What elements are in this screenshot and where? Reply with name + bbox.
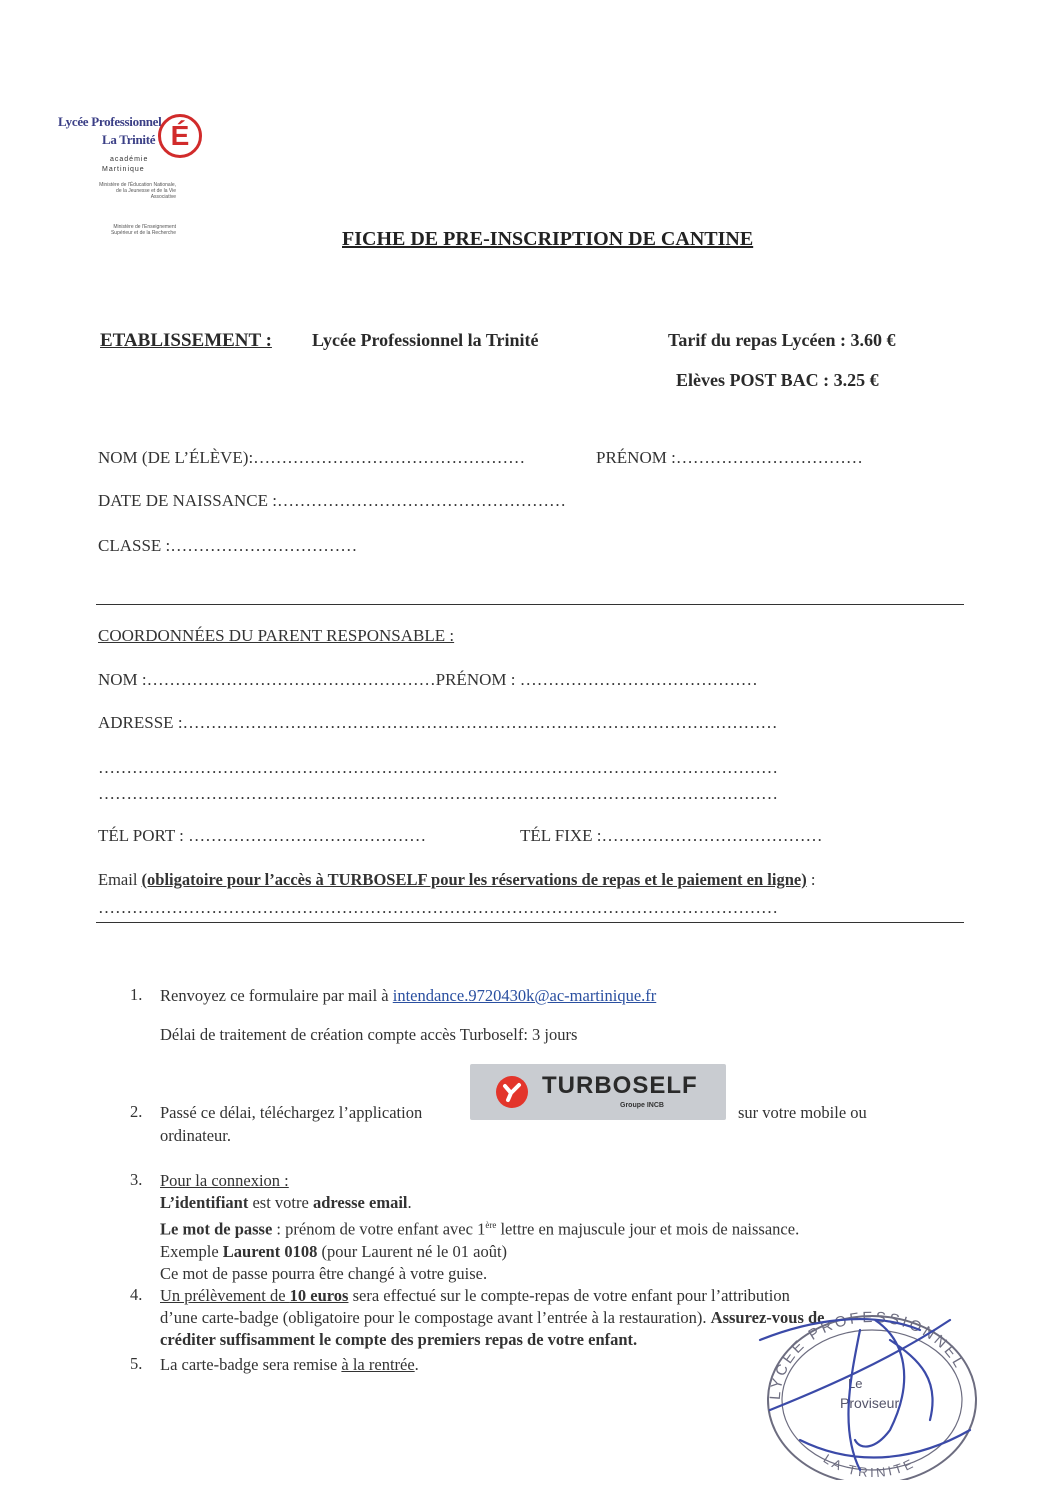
step3-title: Pour la connexion :	[160, 1171, 289, 1190]
logo-academie: académie	[110, 156, 149, 163]
parent-email-field[interactable]: …………………………………………………………………………………………………………	[98, 898, 778, 917]
step4-rest: sera effectué sur le compte-repas de votre enfant pour l’attribution	[348, 1286, 790, 1305]
step4-underlined: Un prélèvement de	[160, 1286, 290, 1305]
step3-block	[160, 1170, 960, 1285]
step2-text-b: sur votre mobile ou	[738, 1103, 867, 1122]
turboself-name: TURBOSELF	[542, 1072, 698, 1099]
etablissement-value: Lycée Professionnel la Trinité	[312, 330, 539, 350]
eleve-date-naissance-field[interactable]: DATE DE NAISSANCE :……………………………………………	[98, 491, 566, 510]
parent-tel-fixe-field[interactable]: TÉL FIXE :…………………………………	[520, 826, 823, 845]
step5-text	[160, 1354, 419, 1376]
step3-password	[160, 1214, 960, 1241]
parent-tel-port-field[interactable]: TÉL PORT : ……………………………………	[98, 826, 427, 845]
logo-line1: Lycée Professionnel	[58, 114, 162, 129]
password-rest: : prénom de votre enfant avec 1	[272, 1219, 486, 1239]
logo-e-icon: É	[158, 114, 202, 158]
parent-nom-prenom-field[interactable]: NOM :……………………………………………PRÉNOM : ……………………………………	[98, 670, 758, 689]
logo-ministry1: Ministère de l'Éducation Nationale, de la Jeunesse et de la Vie Associative	[99, 182, 176, 200]
eleve-classe-field[interactable]: CLASSE :……………………………	[98, 536, 358, 555]
eleve-nom-field[interactable]: NOM (DE L’ÉLÈVE):…………………………………………	[98, 448, 526, 467]
parent-adresse-line3[interactable]: …………………………………………………………………………………………………………	[98, 784, 778, 803]
divider-bottom	[96, 922, 964, 923]
example-rest: (pour Laurent né le 01 août)	[317, 1241, 508, 1261]
step4-line2-bold: Assurez-vous de	[710, 1308, 825, 1327]
step3-change: Ce mot de passe pourra être changé à votre guise.	[160, 1263, 488, 1283]
identifiant-rest: est votre	[248, 1193, 313, 1212]
step3-number: 3.	[130, 1170, 143, 1189]
step1-number: 1.	[130, 985, 143, 1004]
eleve-prenom-field[interactable]: PRÉNOM :……………………………	[596, 448, 863, 467]
stamp-signature-icon	[740, 1300, 990, 1480]
official-stamp	[740, 1300, 990, 1480]
step2-number: 2.	[130, 1102, 143, 1121]
parent-heading: COORDONNÉES DU PARENT RESPONSABLE :	[98, 626, 455, 645]
logo-region: Martinique	[102, 166, 145, 173]
school-logo	[58, 100, 208, 260]
step4-amount: 10 euros	[289, 1286, 349, 1305]
stamp-text-bottom: LA TRINITE	[820, 1450, 918, 1480]
password-bold: Le mot de passe	[160, 1219, 273, 1239]
page-title: FICHE DE PRE-INSCRIPTION DE CANTINE	[342, 228, 754, 250]
parent-email-label	[98, 870, 815, 890]
svg-text:LYCEE PROFESSIONNEL	[767, 1309, 969, 1401]
identifiant-bold: L’identifiant	[160, 1193, 249, 1212]
stamp-text-top: LYCEE PROFESSIONNEL	[766, 1308, 969, 1401]
logo-line2: La Trinité	[102, 132, 156, 147]
tarif-postbac: Elèves POST BAC : 3.25 €	[676, 370, 879, 390]
step4-line3-bold: créditer suffisamment le compte des premiers repas de votre enfant.	[160, 1330, 638, 1349]
step3-identifiant	[160, 1192, 960, 1214]
etablissement-label: ETABLISSEMENT :	[100, 330, 272, 351]
password-end: lettre en majuscule jour et mois de naissance.	[496, 1219, 800, 1239]
step5-number: 5.	[130, 1354, 143, 1373]
email-note: (obligatoire pour l’accès à TURBOSELF pour les réservations de repas et le paiement en ligne)	[141, 870, 807, 889]
intendance-email-link[interactable]: intendance.9720430k@ac-martinique.fr	[392, 986, 657, 1005]
step5-underlined: à la rentrée	[341, 1355, 415, 1374]
identifiant-email: adresse email	[312, 1193, 408, 1212]
turboself-sub: Groupe INCB	[620, 1102, 664, 1109]
turboself-logo	[470, 1064, 726, 1120]
logo-ministry2: Ministère de l'Enseignement Supérieur et de la Recherche	[110, 224, 176, 236]
parent-adresse-line2[interactable]: …………………………………………………………………………………………………………	[98, 758, 778, 777]
step2-text-c: ordinateur.	[160, 1126, 232, 1145]
divider-top	[96, 604, 964, 605]
step5-end: .	[414, 1355, 419, 1374]
step3-example	[160, 1241, 960, 1263]
tarif-lyceen: Tarif du repas Lycéen : 3.60 €	[668, 330, 896, 350]
email-suffix: :	[806, 870, 816, 889]
password-sup: ère	[485, 1220, 497, 1230]
step1-text	[160, 985, 656, 1007]
turboself-y-icon	[496, 1076, 528, 1108]
step5-label: La carte-badge sera remise	[160, 1355, 342, 1374]
step1-delai: Délai de traitement de création compte accès Turboself: 3 jours	[160, 1025, 578, 1044]
step2-text-a: Passé ce délai, téléchargez l’application	[160, 1103, 423, 1122]
email-prefix: Email	[98, 870, 142, 889]
step4-line2-text: d’une carte-badge (obligatoire pour le compostage avant l’entrée à la restauration).	[160, 1308, 711, 1327]
example-bold: Laurent 0108	[222, 1241, 318, 1261]
stamp-le: Le	[848, 1376, 863, 1391]
step4-number: 4.	[130, 1285, 143, 1304]
example-a: Exemple	[160, 1241, 223, 1261]
step1-label: Renvoyez ce formulaire par mail à	[160, 986, 393, 1005]
parent-adresse-field[interactable]: ADRESSE :……………………………………………………………………………………………	[98, 713, 778, 732]
stamp-proviseur: Proviseur	[840, 1395, 900, 1411]
identifiant-end: .	[407, 1193, 412, 1212]
